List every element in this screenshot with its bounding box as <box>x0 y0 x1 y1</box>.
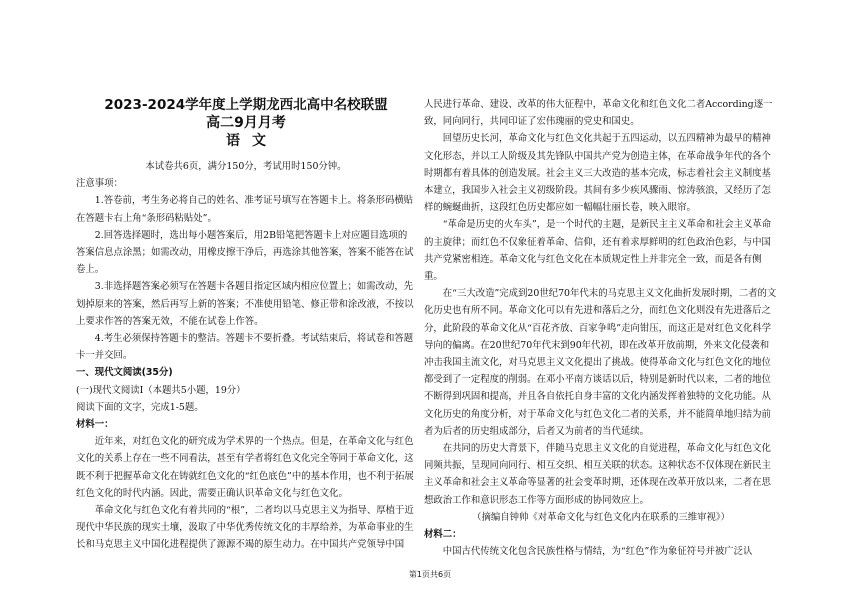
passage-paragraph: 革命文化与红色文化有着共同的“根”，二者均以马克思主义为指导、厚植于近现代中华民族的现实土壤，汲取了中华优秀传统文化的丰厚给养，为革命事业的生长和马克思主义中国化进程提供了源源不竭的原生动力。在中国共产党领导中国 <box>76 505 414 551</box>
material2-paragraph: 中国古代传统文化包含民族性格与情结，为“红色”作为象征符号并被广泛认 <box>442 546 753 558</box>
passage-source: （摘编自钟帅《对革命文化与红色文化内在联系的三维审视》） <box>472 511 730 523</box>
passage-paragraph: 在“三大改造”完成到20世纪70年代末的马克思主义文化曲折发展时期，二者的文化历史也有所不同。革命文化可以有先进和落后之分，而红色文化则没有先进落后之分，此阶段的革命文化从“百花齐放、百家争鸣”走向钳压，而这正是对红色文化科学导向的偏离。在20世纪70年代末到90年代初，即在改革开放前期，外来文化侵袭和冲击我国主流文化，对马克思主义文化提出了挑战。使得革命文化与红色文化的地位都受到了一定程度的削弱。在邓小平南方谈话以后，特别是新时代以来，二者的地位不断得到巩固和提高，并且各自依托自身丰富的文化内涵发挥着独特的文化功能。从文化历史的角度分析，对于革命文化与红色文化二者的关系，并不能简单地归结为前者为后者的历史组成部分，后者又为前者的当代延续。 <box>424 288 777 437</box>
left-column <box>76 96 416 554</box>
exam-title-line1: 2023-2024学年度上学期龙西北高中名校联盟 <box>104 97 388 113</box>
notice-item-3: 3.非选择题答案必须写在答题卡各题目指定区域内相应位置上；如需改动，先划掉原来的答案，然后再写上新的答案；不准使用铅笔、修正带和涂改液，不按以上要求作答的答案无效，不能在试卷上作答。 <box>76 281 414 327</box>
passage-paragraph: 近年来，对红色文化的研究成为学术界的一个热点。但是，在革命文化与红色文化的关系上存在一些不同看法，甚至有学者将红色文化完全等同于革命文化，这既不利于把握革命文化在铸就红色文化的“红色底色”中的基本作用，也不利于拓展红色文化的时代内涵。因此，需要正确认识革命文化与红色文化。 <box>76 436 414 499</box>
material2-label: 材料二： <box>424 529 462 541</box>
exam-subject: 语文 <box>226 133 278 149</box>
passage-paragraph-continued: 人民进行革命、建设、改革的伟大征程中，革命文化和红色文化二者According逐一致，同向同行，共同印证了宏伟瑰丽的党史和国史。 <box>424 99 773 128</box>
notice-item-4: 4.考生必须保持答题卡的整洁。答题卡不要折叠。考试结束后，将试卷和答题卡一并交回。 <box>76 333 414 362</box>
reading-instruction: 阅读下面的文字，完成1-5题。 <box>76 401 204 413</box>
exam-meta: 本试卷共6页，满分150分，考试用时150分钟。 <box>145 161 347 172</box>
notice-item-1: 1.答卷前，考生务必将自己的姓名、准考证号填写在答题卡上。将条形码横贴在答题卡右上角“条形码粘贴处”。 <box>76 195 414 224</box>
passage-paragraph: 在共同的历史大背景下，伴随马克思主义文化的自觉进程，革命文化与红色文化同频共振，呈现同向同行、相互交织、相互关联的状态。这种状态不仅体现在新民主主义革命和社会主义革命等显著的社会变革时期，还体现在改革开放以来，二者在思想政治工作和意识形态工作等方面形成的协同效应上。 <box>424 443 771 506</box>
subsection-heading: (一)现代文阅读Ⅰ（本题共5小题，19分） <box>76 384 246 396</box>
exam-header <box>76 96 416 150</box>
section-heading: 一、现代文阅读(35分) <box>76 367 173 379</box>
exam-title-line2: 高二9月月考 <box>206 115 286 131</box>
notice-heading: 注意事项： <box>76 178 123 190</box>
passage-paragraph: “革命是历史的火车头”，是一个时代的主题，是新民主主义革命和社会主义革命的主旋律；而红色不仅象征着革命、信仰，还有着求厚鲜明的红色政治色彩，与中国共产党紧密相连。革命文化与红色文化在本质规定性上并非完全一致，而是各有侧重。 <box>424 219 772 283</box>
material1-label: 材料一： <box>76 419 114 431</box>
right-column <box>424 96 778 560</box>
passage-paragraph: 回望历史长河，革命文化与红色文化共起于五四运动，以五四精神为最早的精神文化形态，并以工人阶级及其先锋队中国共产党为创造主体，在革命战争年代的各个时期都有着具体的创造发展。社会主义三大改造的基本完成，标志着社会主义制度基本建立，我国步入社会主义初级阶段。其间有多少疾风骤雨、惊涛骇浪，又经历了怎样的蜿蜒曲折，这段红色历史都应如一幅幅壮丽长卷，映入眼帘。 <box>424 133 771 214</box>
notice-item-2: 2.回答选择题时，选出每小题答案后，用2B铅笔把答题卡上对应题目选项的答案信息点涂黑；如需改动，用橡皮擦干净后，再选涂其他答案，答案不能答在试卷上。 <box>76 229 414 276</box>
page-number: 第1页共6页 <box>408 570 452 579</box>
